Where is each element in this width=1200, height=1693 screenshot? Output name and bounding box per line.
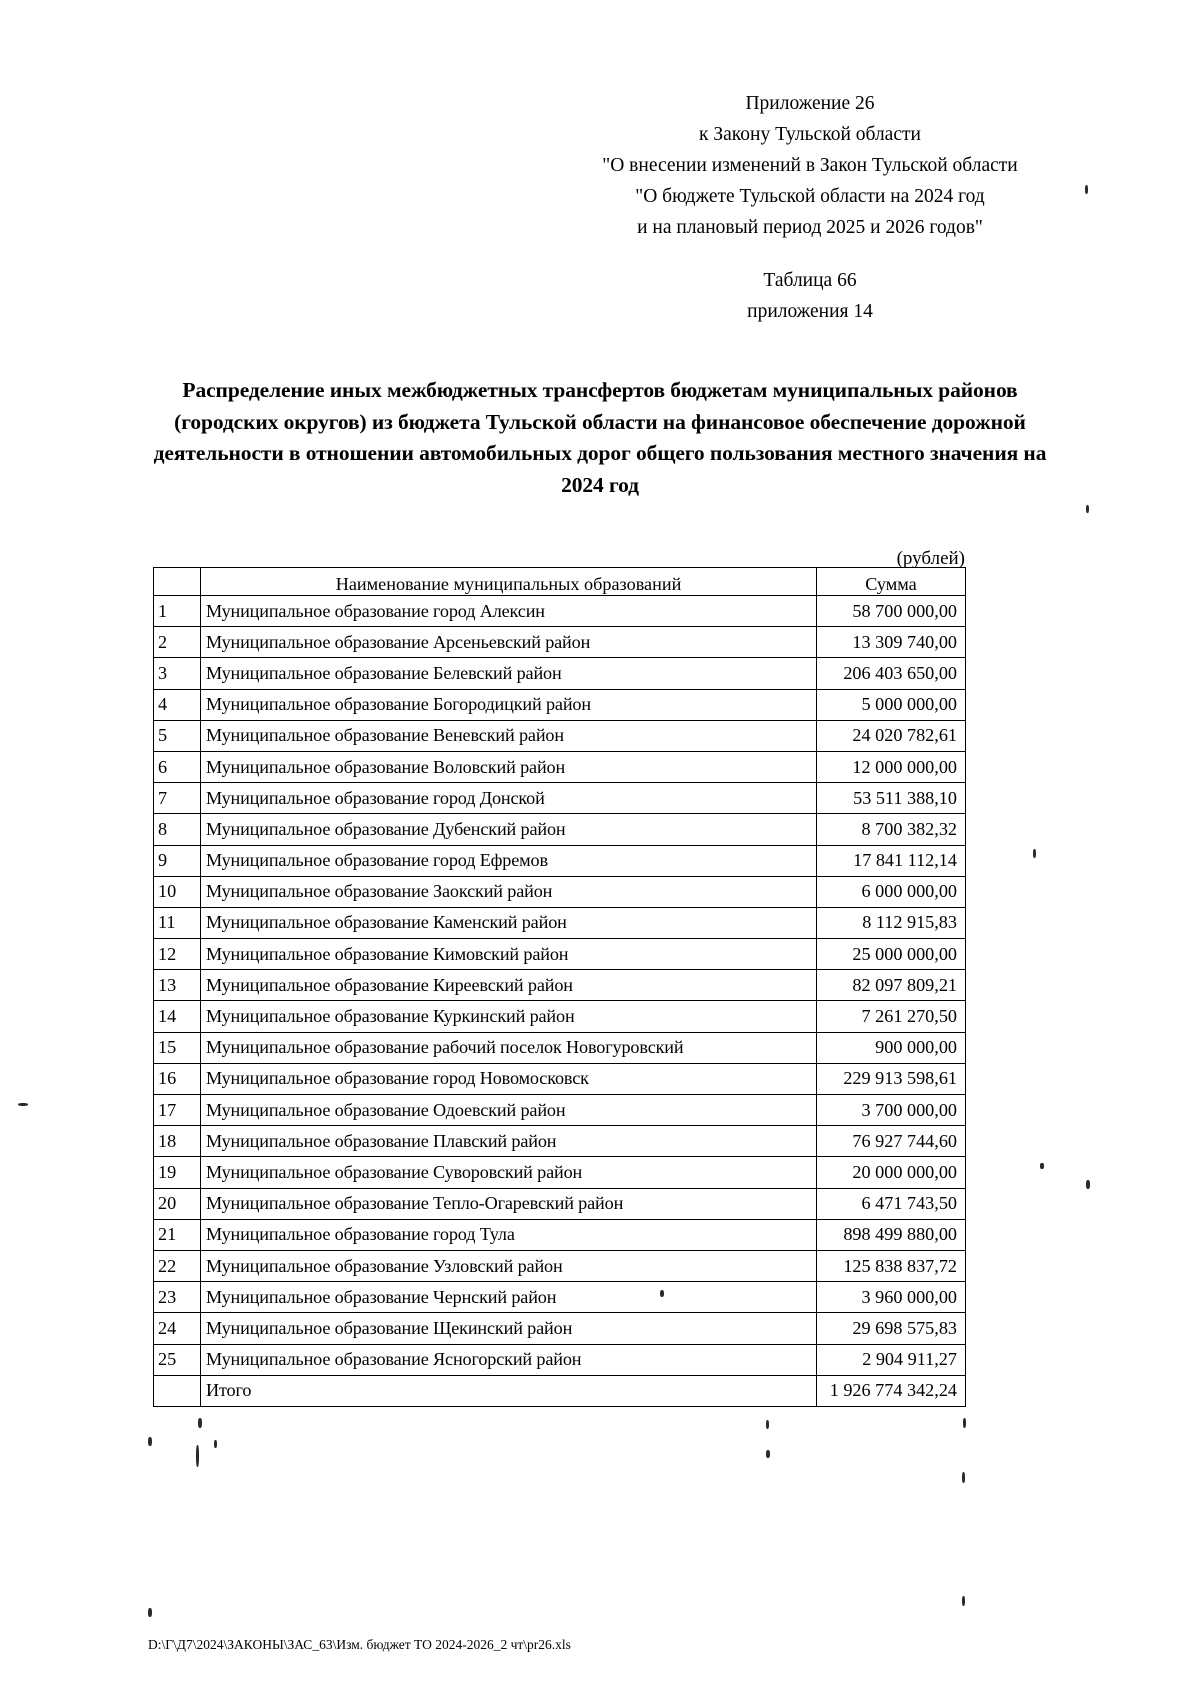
row-number [154,1375,201,1406]
row-number: 17 [154,1095,201,1126]
row-municipality-name: Муниципальное образование Богородицкий район [201,689,817,720]
table-row [154,596,966,627]
table-row [154,658,966,689]
row-amount: 17 841 112,14 [817,845,966,876]
scan-speck [196,1445,199,1467]
row-municipality-name: Итого [201,1375,817,1406]
row-number: 8 [154,814,201,845]
table-row [154,689,966,720]
table-row [154,1250,966,1281]
row-amount: 25 000 000,00 [817,939,966,970]
row-municipality-name: Муниципальное образование город Донской [201,783,817,814]
row-municipality-name: Муниципальное образование Куркинский район [201,1001,817,1032]
row-number: 16 [154,1063,201,1094]
scan-speck [198,1418,202,1428]
row-municipality-name: Муниципальное образование Кимовский район [201,939,817,970]
row-amount: 6 471 743,50 [817,1188,966,1219]
table-row [154,939,966,970]
scan-speck [1086,1180,1090,1189]
units-note: (рублей) [896,548,965,569]
footer-file-path: D:\Г\Д7\2024\ЗАКОНЫ\ЗАС_63\Изм. бюджет ТО 2024-2026_2 чт\pr26.xls [148,1637,571,1652]
row-municipality-name: Муниципальное образование Каменский район [201,907,817,938]
table-row [154,1157,966,1188]
row-municipality-name: Муниципальное образование Ясногорский район [201,1344,817,1375]
row-number: 15 [154,1032,201,1063]
row-amount: 900 000,00 [817,1032,966,1063]
row-municipality-name: Муниципальное образование Белевский район [201,658,817,689]
row-amount: 2 904 911,27 [817,1344,966,1375]
row-number: 20 [154,1188,201,1219]
scan-speck [1085,185,1088,194]
row-number: 9 [154,845,201,876]
appendix-line-2: к Закону Тульской области [699,124,921,145]
scan-speck [214,1440,217,1448]
row-number: 4 [154,689,201,720]
row-amount: 8 112 915,83 [817,907,966,938]
row-amount: 20 000 000,00 [817,1157,966,1188]
row-municipality-name: Муниципальное образование Арсеньевский район [201,627,817,658]
row-number: 19 [154,1157,201,1188]
row-municipality-name: Муниципальное образование город Ефремов [201,845,817,876]
scan-speck [766,1450,770,1458]
row-amount: 76 927 744,60 [817,1126,966,1157]
row-amount: 12 000 000,00 [817,751,966,782]
header-name-col: Наименование муниципальных образований [201,568,817,596]
row-number: 3 [154,658,201,689]
scan-speck [1033,849,1036,858]
scan-speck [148,1608,152,1617]
table-row [154,783,966,814]
table-row [154,1219,966,1250]
table-row [154,751,966,782]
table-header-row [154,568,966,596]
row-number: 2 [154,627,201,658]
table-row [154,1344,966,1375]
table-number: Таблица 66 [763,270,857,291]
row-number: 7 [154,783,201,814]
row-amount: 125 838 837,72 [817,1250,966,1281]
row-amount: 82 097 809,21 [817,970,966,1001]
row-amount: 29 698 575,83 [817,1313,966,1344]
table-row [154,814,966,845]
table-appendix-number: приложения 14 [747,301,873,322]
table-body [154,596,966,1407]
table-row [154,720,966,751]
row-amount: 5 000 000,00 [817,689,966,720]
row-amount: 8 700 382,32 [817,814,966,845]
appendix-line-4: "О бюджете Тульской области на 2024 год [635,186,985,207]
scan-speck [660,1290,664,1297]
row-amount: 24 020 782,61 [817,720,966,751]
row-amount: 3 960 000,00 [817,1282,966,1313]
row-number: 6 [154,751,201,782]
row-number: 12 [154,939,201,970]
row-amount: 229 913 598,61 [817,1063,966,1094]
row-amount: 898 499 880,00 [817,1219,966,1250]
row-amount: 206 403 650,00 [817,658,966,689]
table-row [154,907,966,938]
row-municipality-name: Муниципальное образование Дубенский район [201,814,817,845]
table-row [154,1313,966,1344]
scan-speck [962,1472,965,1483]
appendix-reference-block [560,88,1060,243]
table-row [154,1095,966,1126]
table-row [154,1032,966,1063]
row-municipality-name: Муниципальное образование Одоевский район [201,1095,817,1126]
row-amount: 13 309 740,00 [817,627,966,658]
table-reference-block [610,265,1010,327]
scan-speck [963,1418,966,1428]
page-title: Распределение иных межбюджетных трансфертов бюджетам муниципальных районов (городских округов) из бюджета Тульской области на финансовое обеспечение дорожной деятельности в отношении автомобильных дорог общего пользования местного значения на 2024 год [153,378,1047,497]
row-municipality-name: Муниципальное образование Воловский район [201,751,817,782]
row-number: 13 [154,970,201,1001]
row-number: 21 [154,1219,201,1250]
row-number: 14 [154,1001,201,1032]
scan-speck [1086,505,1089,513]
scan-speck [148,1437,152,1446]
row-municipality-name: Муниципальное образование Тепло-Огаревский район [201,1188,817,1219]
row-amount: 3 700 000,00 [817,1095,966,1126]
header-number-col [154,568,201,596]
row-number: 1 [154,596,201,627]
row-number: 10 [154,876,201,907]
row-number: 23 [154,1282,201,1313]
appendix-line-3: "О внесении изменений в Закон Тульской области [602,155,1018,176]
appendix-line-1: Приложение 26 [745,93,875,114]
row-number: 24 [154,1313,201,1344]
row-number: 18 [154,1126,201,1157]
row-amount: 53 511 388,10 [817,783,966,814]
row-amount: 7 261 270,50 [817,1001,966,1032]
scan-speck [1040,1163,1044,1169]
table-row [154,1001,966,1032]
scan-speck [766,1420,769,1429]
row-municipality-name: Муниципальное образование Заокский район [201,876,817,907]
row-municipality-name: Муниципальное образование Плавский район [201,1126,817,1157]
row-number: 11 [154,907,201,938]
table-head [154,568,966,596]
appendix-line-5: и на плановый период 2025 и 2026 годов" [637,217,983,238]
table-row [154,627,966,658]
row-number: 5 [154,720,201,751]
row-number: 22 [154,1250,201,1281]
distribution-table [153,567,966,1407]
row-municipality-name: Муниципальное образование Суворовский район [201,1157,817,1188]
table-row [154,1063,966,1094]
table-row [154,876,966,907]
row-amount: 58 700 000,00 [817,596,966,627]
table-row [154,1126,966,1157]
row-municipality-name: Муниципальное образование Узловский район [201,1250,817,1281]
row-amount: 1 926 774 342,24 [817,1375,966,1406]
row-municipality-name: Муниципальное образование Чернский район [201,1282,817,1313]
row-municipality-name: Муниципальное образование город Алексин [201,596,817,627]
row-municipality-name: Муниципальное образование Веневский район [201,720,817,751]
distribution-table-wrapper [153,567,965,1407]
scan-speck [962,1596,965,1606]
row-municipality-name: Муниципальное образование город Новомосковск [201,1063,817,1094]
table-row [154,845,966,876]
row-municipality-name: Муниципальное образование рабочий поселок Новогуровский [201,1032,817,1063]
table-row [154,970,966,1001]
scan-speck [18,1103,28,1106]
table-row [154,1282,966,1313]
row-number: 25 [154,1344,201,1375]
table-row [154,1375,966,1406]
row-municipality-name: Муниципальное образование Киреевский район [201,970,817,1001]
row-municipality-name: Муниципальное образование город Тула [201,1219,817,1250]
row-amount: 6 000 000,00 [817,876,966,907]
header-sum-col: Сумма [817,568,966,596]
table-row [154,1188,966,1219]
row-municipality-name: Муниципальное образование Щекинский район [201,1313,817,1344]
